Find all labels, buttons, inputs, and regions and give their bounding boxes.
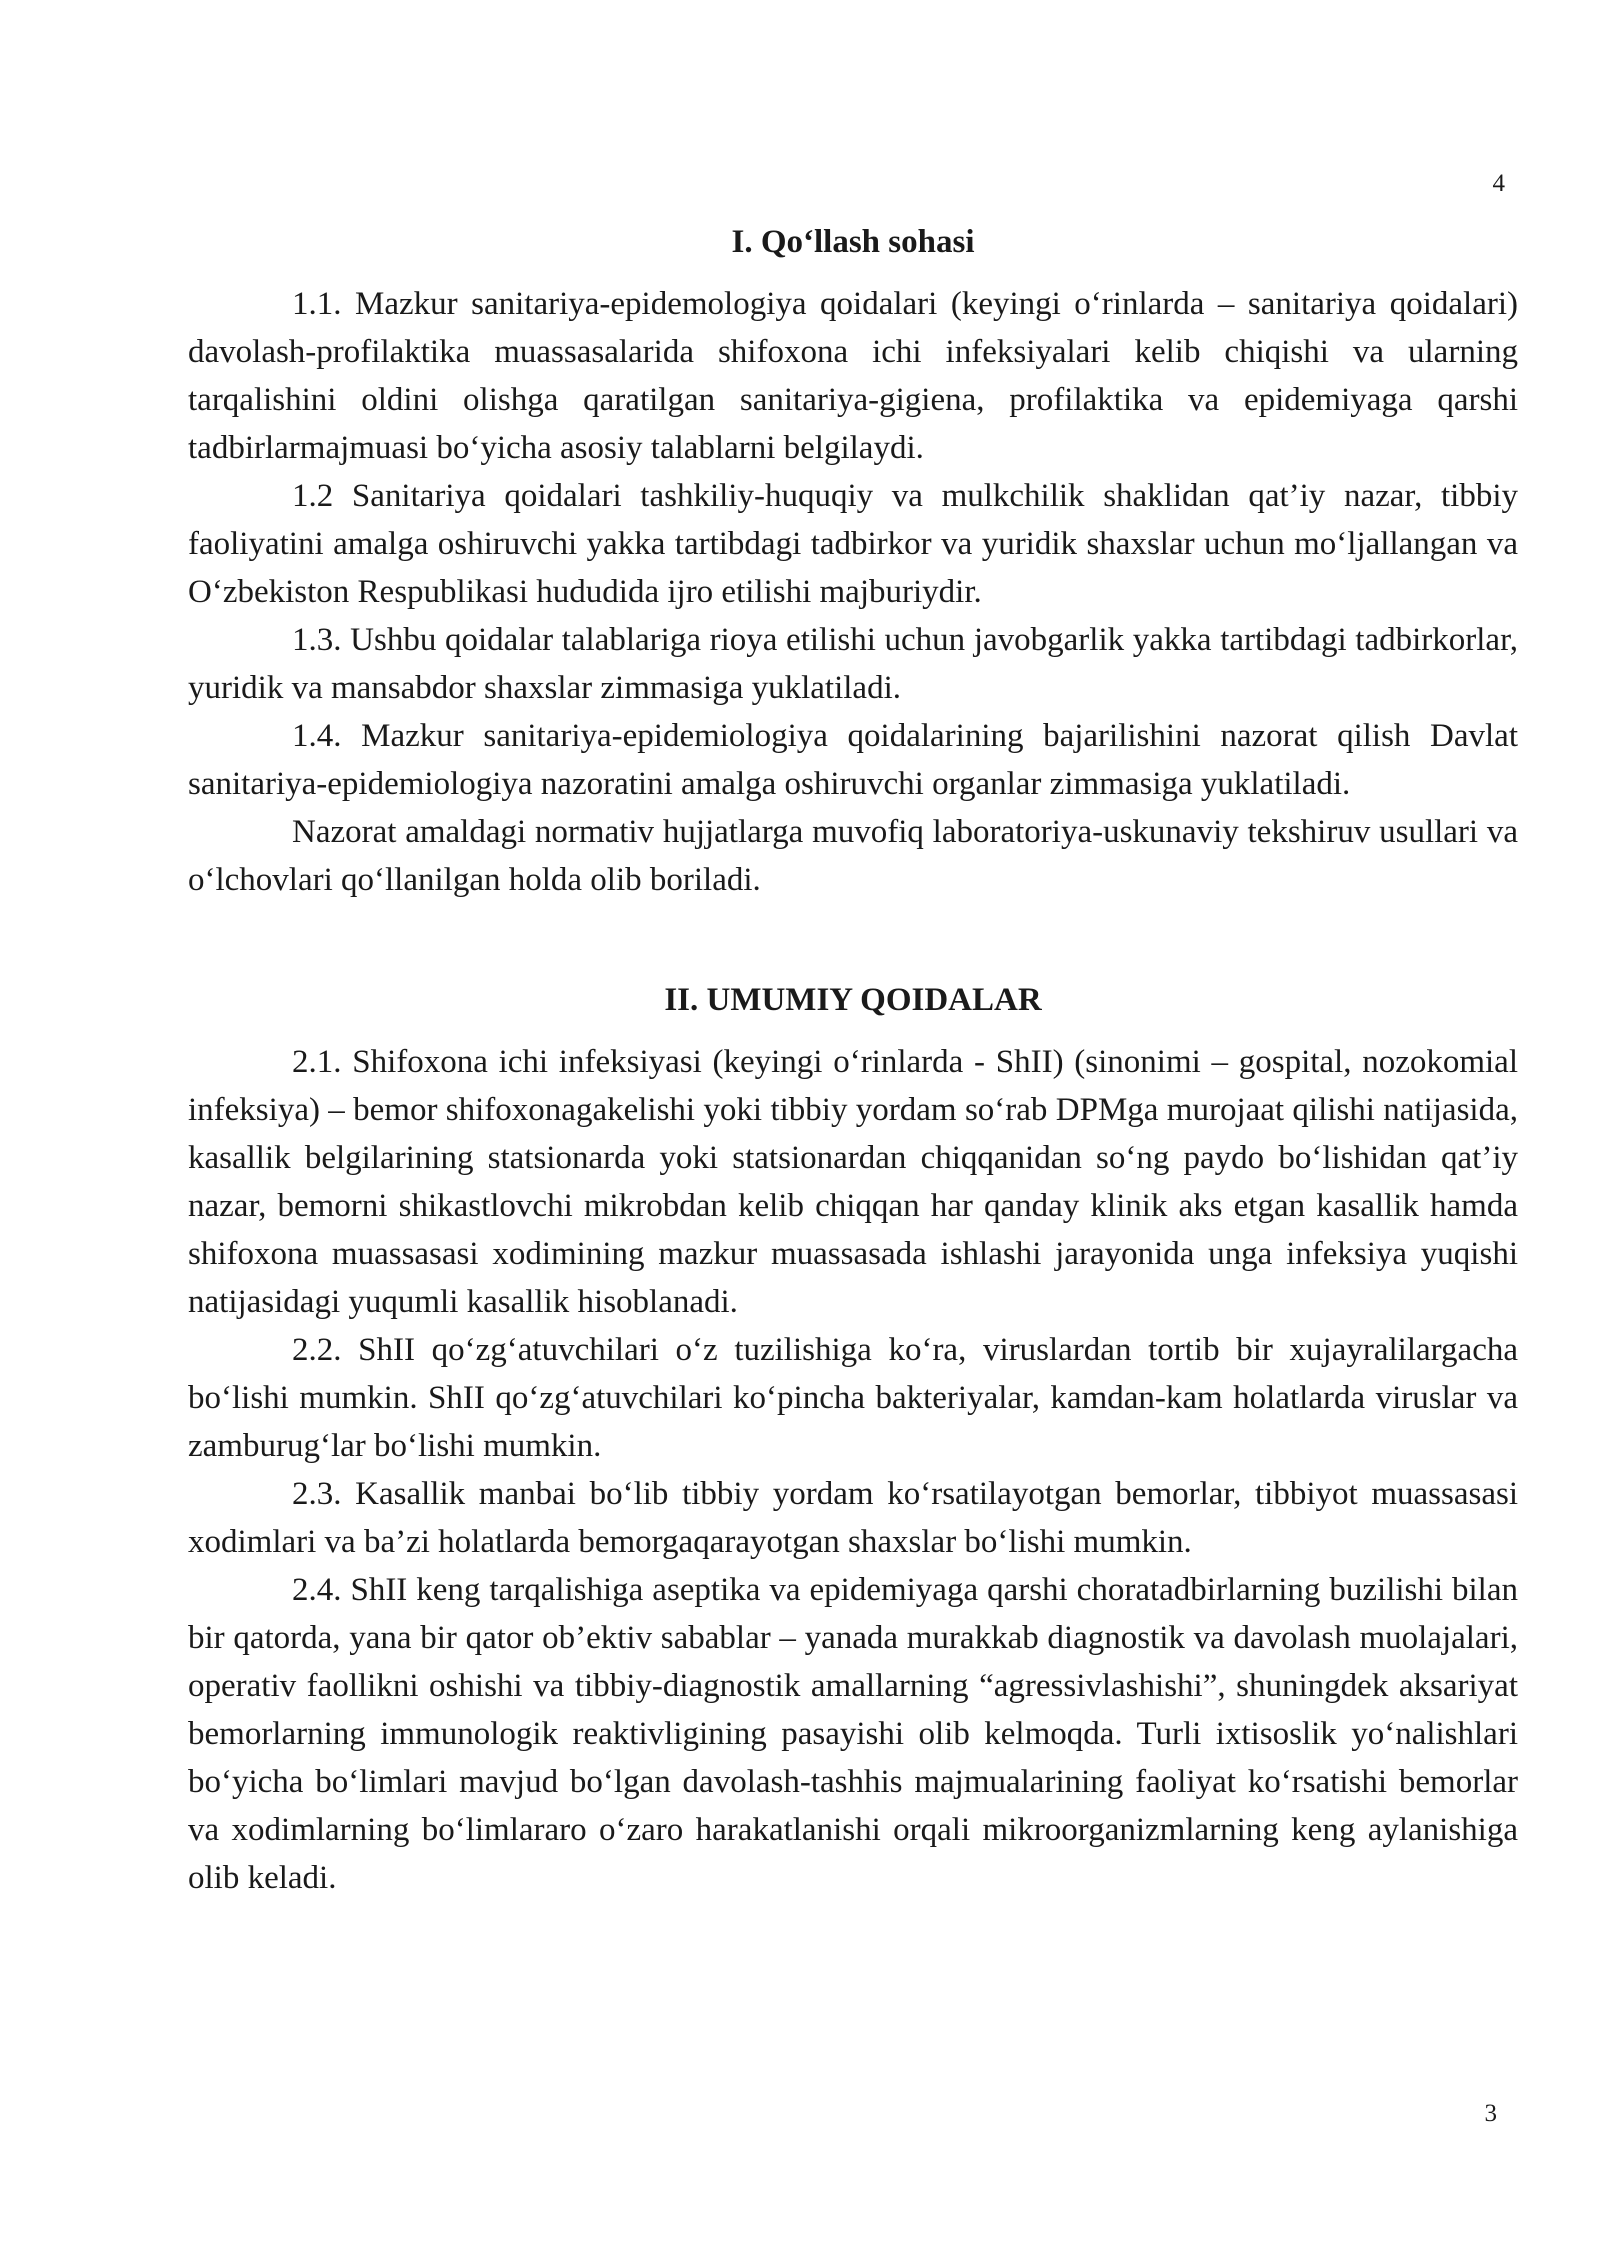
paragraph-1-4: 1.4. Mazkur sanitariya-epidemiologiya qoidalarining bajarilishini nazorat qilish Davlat sanitariya-epidemiologiya nazoratini amalga oshiruvchi organlar zimmasiga yuklatiladi. xyxy=(188,718,1518,802)
document-body xyxy=(188,218,1518,1902)
section-heading-general-rules: II. UMUMIY QOIDALAR xyxy=(664,982,1042,1018)
paragraph-2-2: 2.2. ShII qo‘zg‘atuvchilari o‘z tuzilishiga ko‘ra, viruslardan tortib bir xujayralilargacha bo‘lishi mumkin. ShII qo‘zg‘atuvchilari ko‘pincha bakteriyalar, kamdan-kam holatlarda viruslar va zamburug‘lar bo‘lishi mumkin. xyxy=(188,1332,1518,1464)
section-heading-scope: I. Qo‘llash sohasi xyxy=(731,224,975,260)
paragraph-1-control: Nazorat amaldagi normativ hujjatlarga muvofiq laboratoriya-uskunaviy tekshiruv usullari va o‘lchovlari qo‘llanilgan holda olib boriladi. xyxy=(188,814,1518,898)
paragraph-1-2: 1.2 Sanitariya qoidalari tashkiliy-huquqiy va mulkchilik shaklidan qat’iy nazar, tibbiy faoliyatini amalga oshiruvchi yakka tartibdagi tadbirkor va yuridik shaxslar uchun mo‘ljallangan va O‘zbekiston Respublikasi hududida ijro etilishi majburiydir. xyxy=(188,478,1518,610)
paragraph-2-4: 2.4. ShII keng tarqalishiga aseptika va epidemiyaga qarshi choratadbirlarning buzilishi bilan bir qatorda, yana bir qator ob’ektiv sabablar – yanada murakkab diagnostik va davolash muolajalari, operativ faollikni oshishi va tibbiy-diagnostik amallarning “agressivlashishi”, shuningdek aksariyat bemorlarning immunologik reaktivligining pasayishi olib kelmoqda. Turli ixtisoslik yo‘nalishlari bo‘yicha bo‘limlari mavjud bo‘lgan davolash-tashhis majmualarining faoliyat ko‘rsatishi bemorlar va xodimlarning bo‘limlararo o‘zaro harakatlanishi orqali mikroorganizmlarning keng aylanishiga olib keladi. xyxy=(188,1572,1518,1896)
page-number-bottom: 3 xyxy=(1484,2100,1497,2127)
paragraph-2-1: 2.1. Shifoxona ichi infeksiyasi (keyingi o‘rinlarda - ShII) (sinonimi – gospital, nozokomial infeksiya) – bemor shifoxonagakelishi yoki tibbiy yordam so‘rab DPMga murojaat qilishi natijasida, kasallik belgilarining statsionarda yoki statsionardan chiqqanidan so‘ng paydo bo‘lishidan qat’iy nazar, bemorni shikastlovchi mikrobdan kelib chiqqan har qanday klinik aks etgan kasallik hamda shifoxona muassasasi xodimining mazkur muassasada ishlashi jarayonida unga infeksiya yuqishi natijasidagi yuqumli kasallik hisoblanadi. xyxy=(188,1044,1518,1320)
paragraph-1-3: 1.3. Ushbu qoidalar talablariga rioya etilishi uchun javobgarlik yakka tartibdagi tadbirkorlar, yuridik va mansabdor shaxslar zimmasiga yuklatiladi. xyxy=(188,622,1518,706)
paragraph-1-1: 1.1. Mazkur sanitariya-epidemologiya qoidalari (keyingi o‘rinlarda – sanitariya qoidalari) davolash-profilaktika muassasalarida shifoxona ichi infeksiyalari kelib chiqishi va ularning tarqalishini oldini olishga qaratilgan sanitariya-gigiena, profilaktika va epidemiyaga qarshi tadbirlarmajmuasi bo‘yicha asosiy talablarni belgilaydi. xyxy=(188,286,1518,466)
paragraph-2-3: 2.3. Kasallik manbai bo‘lib tibbiy yordam ko‘rsatilayotgan bemorlar, tibbiyot muassasasi xodimlari va ba’zi holatlarda bemorgaqarayotgan shaxslar bo‘lishi mumkin. xyxy=(188,1476,1518,1560)
page-number-top: 4 xyxy=(1492,170,1505,197)
